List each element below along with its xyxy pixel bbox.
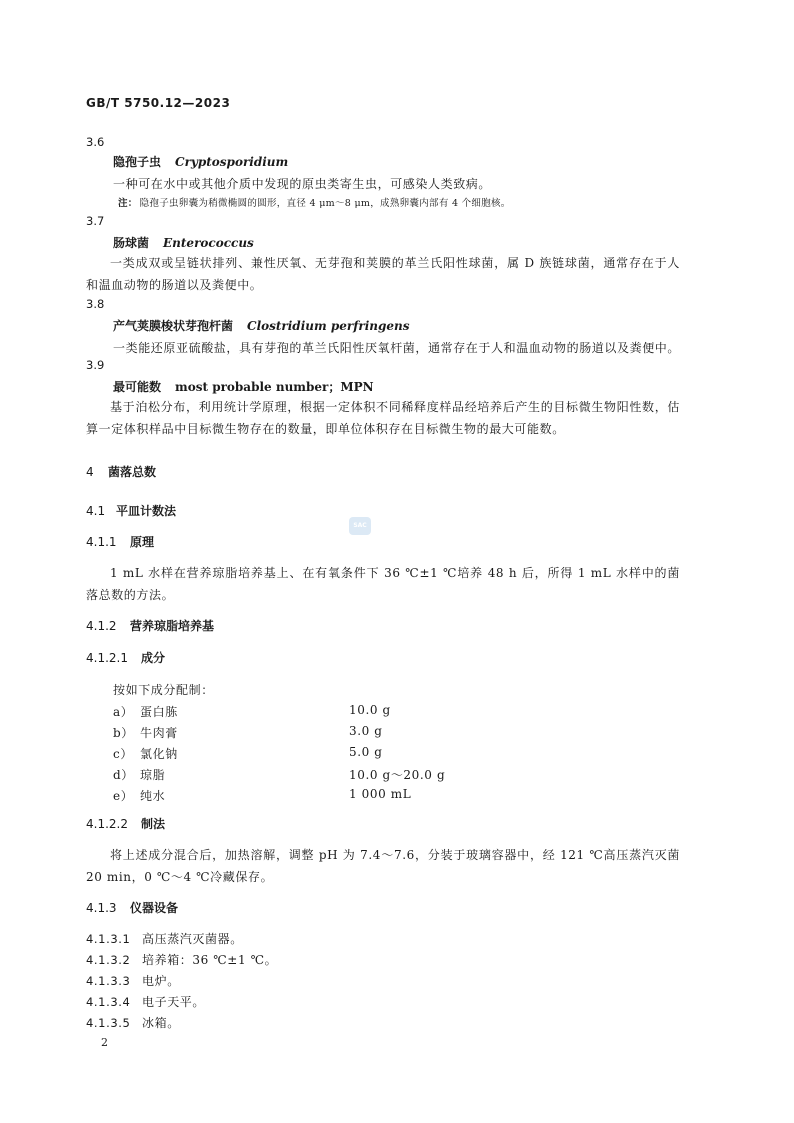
ingredient-row: a） 蛋白胨 10.0 g <box>113 703 391 719</box>
section-heading: 4.1.3 仪器设备 <box>86 901 179 915</box>
standard-code: GB/T 5750.12—2023 <box>86 96 231 110</box>
term-zh: 隐孢子虫 <box>113 155 162 169</box>
term-note <box>118 195 511 209</box>
term-latin: Enterococcus <box>163 236 254 250</box>
term-definition: 一种可在水中或其他介质中发现的原虫类寄生虫，可感染人类致病。 <box>113 177 492 191</box>
ingredient-row: d） 琼脂 10.0 g～20.0 g <box>113 768 446 782</box>
equipment-item: 4.1.3.5 冰箱。 <box>86 1016 180 1030</box>
term-number: 3.9 <box>86 358 105 372</box>
section-text: 1 mL 水样在营养琼脂培养基上、在有氧条件下 36 ℃±1 ℃培养 48 h 后，所得 1 mL 水样中的菌落总数的方法。 <box>86 566 680 602</box>
section-heading: 4.1.2 营养琼脂培养基 <box>86 619 215 633</box>
note-text: 隐孢子虫卵囊为稍微椭圆的圆形，直径 4 μm～8 μm，成熟卵囊内部有 4 个细胞核。 <box>139 198 511 209</box>
equipment-item: 4.1.3.4 电子天平。 <box>86 995 206 1009</box>
equipment-item: 4.1.3.1 高压蒸汽灭菌器。 <box>86 932 243 946</box>
term-english: most probable number；MPN <box>175 380 374 394</box>
section-heading: 4.1 平皿计数法 <box>86 504 177 518</box>
page-number: 2 <box>101 1036 108 1049</box>
watermark-logo: SAC <box>349 517 371 535</box>
term-number: 3.6 <box>86 135 105 149</box>
term-definition: 一类能还原亚硫酸盐，具有芽孢的革兰氏阳性厌氧杆菌，通常存在于人和温血动物的肠道以及粪便中。 <box>113 341 681 355</box>
section-heading: 4.1.1 原理 <box>86 535 155 549</box>
term-heading <box>113 234 254 251</box>
equipment-item: 4.1.3.2 培养箱：36 ℃±1 ℃。 <box>86 953 278 967</box>
term-zh: 肠球菌 <box>113 236 150 250</box>
term-number: 3.8 <box>86 297 105 311</box>
term-latin: Cryptosporidium <box>175 155 289 169</box>
ingredient-row: c） 氯化钠 5.0 g <box>113 745 383 761</box>
equipment-item: 4.1.3.3 电炉。 <box>86 974 180 988</box>
term-zh: 最可能数 <box>113 380 162 394</box>
ingredient-row: b） 牛肉膏 3.0 g <box>113 724 383 740</box>
term-zh: 产气荚膜梭状芽孢杆菌 <box>113 319 234 333</box>
section-heading: 4.1.2.2 制法 <box>86 817 166 831</box>
ingredient-intro: 按如下成分配制： <box>113 683 214 697</box>
term-definition: 一类成双或呈链状排列、兼性厌氧、无芽孢和荚膜的革兰氏阳性球菌，属 D 族链球菌，通常存在于人和温血动物的肠道以及粪便中。 <box>86 256 680 292</box>
ingredient-row: e） 纯水 1 000 mL <box>113 787 412 803</box>
term-heading <box>113 378 374 395</box>
term-definition: 基于泊松分布，利用统计学原理，根据一定体积不同稀释度样品经培养后产生的目标微生物阳性数，估算一定体积样品中目标微生物存在的数量，即单位体积存在目标微生物的最大可能数。 <box>86 400 680 436</box>
term-latin: Clostridium perfringens <box>247 319 410 333</box>
note-label: 注： <box>118 198 138 209</box>
section-heading: 4 菌落总数 <box>86 465 157 479</box>
term-number: 3.7 <box>86 214 105 228</box>
term-heading <box>113 317 409 334</box>
section-text: 将上述成分混合后，加热溶解，调整 pH 为 7.4～7.6，分装于玻璃容器中，经 121 ℃高压蒸汽灭菌 20 min，0 ℃～4 ℃冷藏保存。 <box>86 848 680 884</box>
section-heading: 4.1.2.1 成分 <box>86 651 166 665</box>
term-heading <box>113 153 288 170</box>
